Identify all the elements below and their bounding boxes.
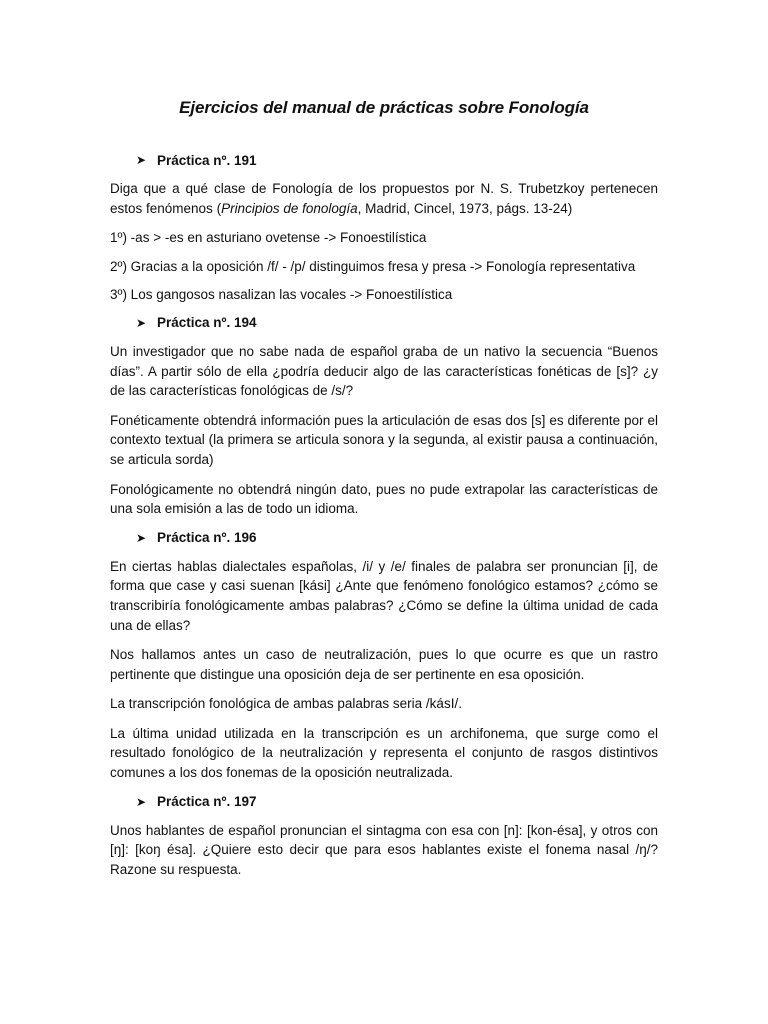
paragraph: 1º) -as > -es en asturiano ovetense -> Fonoestilística: [110, 230, 427, 246]
paragraph: Nos hallamos antes un caso de neutralización, pues lo que ocurre es que un rastro pertinente que distingue una oposición deja de ser pertinente en esa oposición.: [110, 647, 658, 682]
section-heading-194: [136, 314, 658, 332]
paragraph: Fonológicamente no obtendrá ningún dato, pues no pude extrapolar las características de una sola emisión a las de todo un idioma.: [110, 481, 658, 517]
section-heading-label: Práctica nº. 191: [157, 152, 257, 168]
book-title: Principios de fonología: [221, 200, 358, 216]
paragraph: Unos hablantes de español pronuncian el sintagma con esa con [n]: [kon-ésa], y otros con [ŋ]: [koŋ ésa]. ¿Quiere esto decir que para esos hablantes existe el fonema nasal /ŋ/? Razone su respuesta.: [110, 822, 658, 877]
paragraph: [110, 179, 658, 218]
paragraph: La transcripción fonológica de ambas palabras seria /kásI/.: [110, 696, 462, 712]
arrowhead-bullet-icon: ➤: [136, 153, 147, 167]
paragraph-text: Diga que a qué clase de Fonología de los propuestos por N. S. Trubetzkoy pertenecen estos fenómenos (: [110, 181, 658, 216]
paragraph: Un investigador que no sabe nada de español graba de un nativo la secuencia “Buenos días”. A partir sólo de ella ¿podría deducir algo de las características fonéticas de [s]? ¿y de las características fonológicas de /s/?: [110, 343, 658, 399]
paragraph: En ciertas hablas dialectales españolas, /i/ y /e/ finales de palabra ser pronuncian [i], de forma que case y casi suenan [kási] ¿Ante que fenómeno fonológico estamos? ¿cómo se transcribiría fonológicamente ambas palabras? ¿Cómo se define la última unidad de cada una de ellas?: [110, 558, 658, 633]
section-heading-label: Práctica nº. 194: [157, 315, 257, 331]
section-heading-191: [136, 151, 658, 169]
arrowhead-bullet-icon: ➤: [136, 530, 147, 545]
paragraph-text: , Madrid, Cincel, 1973, págs. 13-24): [357, 200, 573, 216]
paragraph: La última unidad utilizada en la transcripción es un archifonema, que surge como el resultado fonológico de la neutralización y representa el conjunto de rasgos distintivos comunes a los dos fonemas de la oposición neutralizada.: [110, 725, 658, 781]
arrowhead-bullet-icon: ➤: [136, 315, 147, 330]
section-heading-197: [136, 793, 658, 811]
document-title: Ejercicios del manual de prácticas sobre Fonología: [179, 98, 589, 117]
paragraph: Fonéticamente obtendrá información pues la articulación de esas dos [s] es diferente por el contexto textual (la primera se articula sonora y la segunda, al existir pausa a continuación, se articula sorda): [110, 412, 658, 467]
paragraph: 2º) Gracias a la oposición /f/ - /p/ distinguimos fresa y presa -> Fonología representativa: [110, 258, 636, 274]
section-heading-label: Práctica nº. 196: [157, 530, 257, 546]
arrowhead-bullet-icon: ➤: [136, 794, 147, 809]
section-heading-196: [136, 529, 658, 547]
section-heading-label: Práctica nº. 197: [157, 794, 257, 810]
paragraph: 3º) Los gangosos nasalizan las vocales -> Fonoestilística: [110, 287, 453, 303]
